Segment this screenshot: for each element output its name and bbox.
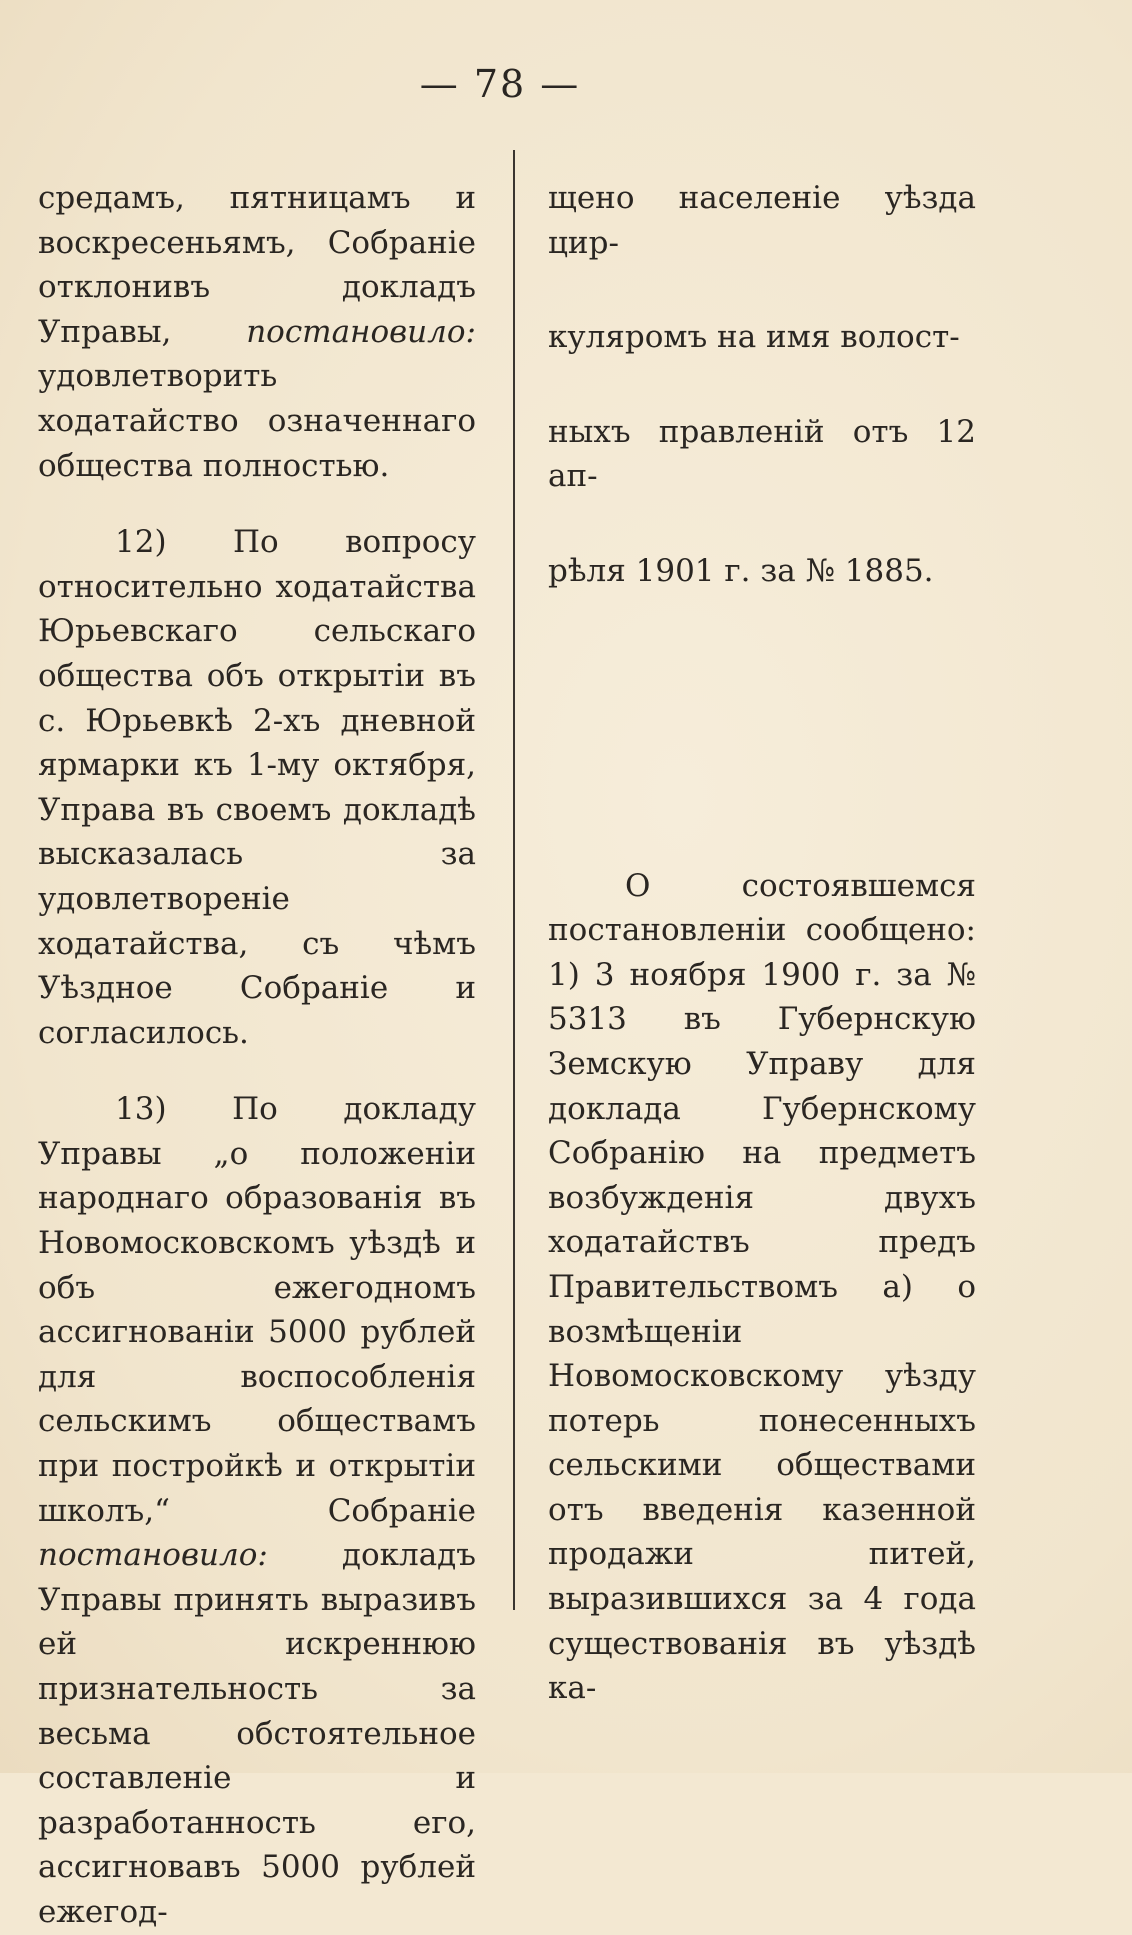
paragraph-text: средамъ, пятницамъ и воскресеньямъ, Собраніе отклонивъ докладъ Управы, (38, 180, 476, 350)
paragraph-item-13 (38, 1087, 476, 1934)
column-divider (513, 150, 515, 1610)
right-column (548, 176, 976, 1711)
page-number: — 78 — (419, 62, 581, 106)
paragraph-text: 13) По докладу Управы „о положеніи народнаго образованія въ Новомосковскомъ уѣздѣ и объ ежегодномъ ассигнованіи 5000 рублей для воспособленія сельскимъ обществамъ при постройкѣ и открытіи школъ,“ Собраніе (38, 1091, 476, 1529)
paragraph-notification: О состоявшемся постановленіи сообщено: 1) 3 ноября 1900 г. за № 5313 въ Губернскую Земскую Управу для доклада Губернскому Собранію на предметъ возбужденія двухъ ходатайствъ предъ Правительствомъ а) о возмѣщеніи Новомосковскому уѣзду потерь понесенныхъ сельскими обществами отъ введенія казенной продажи питей, выразившихся за 4 года существованія въ уѣздѣ ка- (548, 867, 976, 1707)
text-line: куляромъ на имя волост- (548, 319, 960, 356)
emphasis-text: постановило: (246, 313, 476, 350)
emphasis-text: постановило: (38, 1537, 268, 1574)
paragraph-text: удовлетворить ходатайство означеннаго общества полностью. (38, 358, 476, 484)
text-line: рѣля 1901 г. за № 1885. (548, 552, 934, 589)
text-line: щено населеніе уѣзда цир- (548, 180, 976, 261)
text-line: ныхъ правленій отъ 12 ап- (548, 413, 976, 495)
paragraph-item-12: 12) По вопросу относительно ходатайства Юрьевскаго сельскаго общества объ открытіи въ с. Юрьевкѣ 2-хъ дневной ярмарки къ 1-му октября, Управа въ своемъ докладѣ высказалась за удовлетвореніе ходатайства, съ чѣмъ Уѣздное Собраніе и согласилось. (38, 524, 476, 1051)
paragraph-continuation (38, 176, 476, 488)
left-column (38, 176, 476, 1935)
paragraph-text: докладъ Управы принять выразивъ ей искреннюю признательность за весьма обстоятельное составленіе и разработанность его, ассигновавъ 5000 рублей ежегод- (38, 1537, 476, 1930)
